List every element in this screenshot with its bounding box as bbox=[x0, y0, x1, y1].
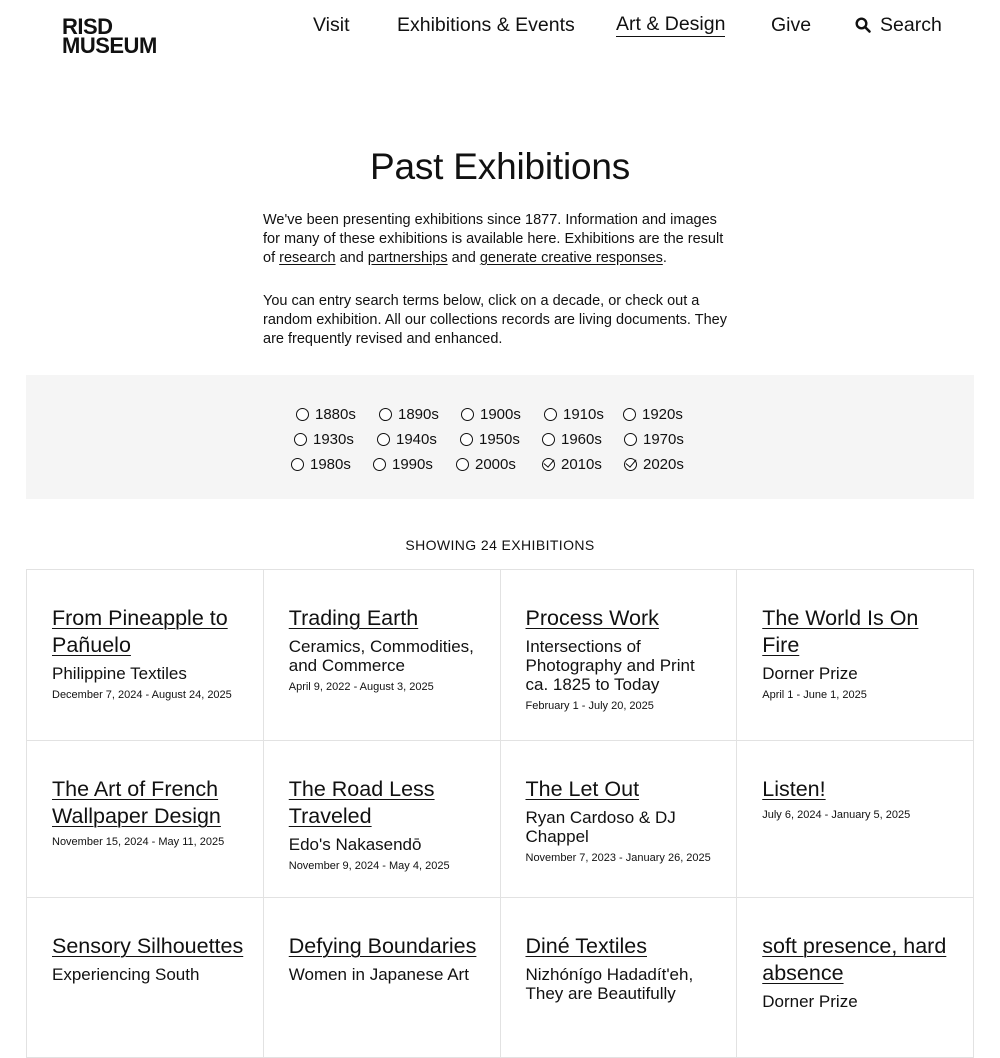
exhibition-title-link[interactable]: Defying Boundaries bbox=[288, 934, 477, 958]
decade-option-1960s[interactable] bbox=[542, 431, 602, 448]
decade-option-1880s[interactable] bbox=[296, 406, 356, 423]
decade-option-2000s[interactable] bbox=[456, 456, 516, 473]
exhibition-row bbox=[27, 570, 974, 741]
page-title: Past Exhibitions bbox=[369, 146, 631, 187]
decade-label: 1970s bbox=[643, 431, 684, 448]
exhibition-row bbox=[27, 741, 974, 898]
decade-label: 2010s bbox=[561, 456, 602, 473]
radio-icon[interactable] bbox=[542, 433, 555, 446]
exhibition-title-link[interactable]: The Art of French Wallpaper Design bbox=[52, 777, 221, 828]
exhibition-subtitle: Edo's Nakasendō bbox=[288, 835, 422, 854]
exhibition-title-link[interactable]: The Let Out bbox=[525, 777, 640, 801]
decade-label: 1940s bbox=[396, 431, 437, 448]
decade-label: 1880s bbox=[315, 406, 356, 423]
results-count: SHOWING 24 EXHIBITIONS bbox=[405, 537, 595, 553]
exhibition-title-wrap bbox=[526, 777, 719, 804]
exhibition-subtitle: Philippine Textiles bbox=[52, 664, 187, 683]
decade-label: 1910s bbox=[563, 406, 604, 423]
exhibition-subtitle: Women in Japanese Art bbox=[288, 965, 469, 984]
decade-option-1940s[interactable] bbox=[377, 431, 437, 448]
exhibition-title-link[interactable]: Sensory Silhouettes bbox=[52, 934, 244, 958]
exhibition-title-wrap bbox=[52, 777, 245, 831]
decade-label: 2020s bbox=[643, 456, 684, 473]
decade-option-1890s[interactable] bbox=[379, 406, 439, 423]
exhibition-subtitle: Intersections of Photography and Print ca. 1825 to Today bbox=[525, 637, 695, 694]
exhibition-title-wrap bbox=[289, 777, 482, 831]
exhibition-card[interactable] bbox=[264, 898, 501, 1058]
radio-icon[interactable] bbox=[291, 458, 304, 471]
radio-icon[interactable] bbox=[294, 433, 307, 446]
exhibition-title-link[interactable]: Listen! bbox=[762, 777, 826, 801]
nav-exhibitions-events[interactable]: Exhibitions & Events bbox=[397, 14, 575, 36]
exhibition-card[interactable] bbox=[27, 570, 264, 741]
decade-label: 2000s bbox=[475, 456, 516, 473]
intro-paragraph-2: You can entry search terms below, click on a decade, or check out a random exhibition. All our collections records are living documents. They are frequently revised and enhanced. bbox=[263, 293, 727, 347]
decade-option-1920s[interactable] bbox=[623, 406, 683, 423]
exhibition-subtitle: Dorner Prize bbox=[762, 992, 858, 1011]
radio-icon[interactable] bbox=[460, 433, 473, 446]
exhibition-card[interactable] bbox=[27, 741, 264, 898]
nav-give[interactable]: Give bbox=[771, 14, 812, 36]
decade-filter bbox=[26, 375, 974, 499]
intro-paragraph-1 bbox=[263, 211, 733, 268]
radio-icon[interactable] bbox=[461, 408, 474, 421]
nav-search-label: Search bbox=[880, 14, 942, 36]
exhibition-dates: April 9, 2022 - August 3, 2025 bbox=[288, 681, 434, 693]
radio-icon[interactable] bbox=[544, 408, 557, 421]
exhibition-title-wrap bbox=[289, 606, 482, 633]
research-link[interactable]: research bbox=[279, 250, 336, 266]
search-icon bbox=[855, 17, 871, 33]
exhibition-card[interactable] bbox=[501, 898, 738, 1058]
decade-option-1900s[interactable] bbox=[461, 406, 521, 423]
exhibition-card[interactable] bbox=[264, 741, 501, 898]
exhibition-card[interactable] bbox=[737, 570, 974, 741]
exhibition-title-link[interactable]: Trading Earth bbox=[288, 606, 419, 630]
exhibition-title-wrap bbox=[526, 606, 719, 633]
radio-icon[interactable] bbox=[373, 458, 386, 471]
exhibition-title-link[interactable]: Diné Textiles bbox=[525, 934, 647, 958]
exhibition-dates: April 1 - June 1, 2025 bbox=[762, 689, 867, 701]
decade-label: 1990s bbox=[392, 456, 433, 473]
exhibition-subtitle: Ceramics, Commodities, and Commerce bbox=[288, 637, 474, 675]
exhibition-title-link[interactable]: soft presence, hard absence bbox=[762, 934, 947, 985]
checked-radio-icon[interactable] bbox=[542, 458, 555, 471]
decade-option-1990s[interactable] bbox=[373, 456, 433, 473]
exhibition-title-wrap bbox=[526, 934, 719, 961]
exhibition-card[interactable] bbox=[501, 570, 738, 741]
intro-and-2: and bbox=[447, 250, 480, 266]
radio-icon[interactable] bbox=[624, 433, 637, 446]
exhibition-title-wrap bbox=[52, 606, 245, 660]
exhibition-card[interactable] bbox=[27, 898, 264, 1058]
radio-icon[interactable] bbox=[377, 433, 390, 446]
exhibition-title-link[interactable]: Process Work bbox=[525, 606, 659, 630]
nav-art-design[interactable]: Art & Design bbox=[616, 13, 726, 35]
decade-label: 1920s bbox=[642, 406, 683, 423]
checked-radio-icon[interactable] bbox=[624, 458, 637, 471]
exhibition-title-link[interactable]: From Pineapple to Pañuelo bbox=[52, 606, 228, 657]
decade-option-1930s[interactable] bbox=[294, 431, 354, 448]
exhibition-subtitle: Nizhónígo Hadadít'eh, They are Beautifully bbox=[525, 965, 694, 1003]
decade-option-1950s[interactable] bbox=[460, 431, 520, 448]
exhibition-dates: February 1 - July 20, 2025 bbox=[525, 700, 654, 712]
exhibition-title-link[interactable]: The Road Less Traveled bbox=[288, 777, 435, 828]
generate-creative-responses-link[interactable]: generate creative responses bbox=[479, 250, 663, 266]
decade-label: 1980s bbox=[310, 456, 351, 473]
radio-icon[interactable] bbox=[379, 408, 392, 421]
exhibition-title-wrap bbox=[762, 777, 955, 804]
nav-search[interactable] bbox=[855, 12, 942, 38]
intro-text: We've been presenting exhibitions since 1877. Information and images for many of these exhibitions is available here. Exhibitions are the result of bbox=[263, 212, 724, 266]
exhibition-subtitle: Experiencing South bbox=[52, 965, 200, 984]
exhibition-title-wrap bbox=[289, 934, 482, 961]
decade-label: 1960s bbox=[561, 431, 602, 448]
exhibition-grid bbox=[26, 569, 974, 1058]
exhibition-card[interactable] bbox=[737, 898, 974, 1058]
partnerships-link[interactable]: partnerships bbox=[367, 250, 448, 266]
exhibition-dates: November 15, 2024 - May 11, 2025 bbox=[52, 836, 225, 848]
logo-line-2: MUSEUM bbox=[62, 33, 157, 58]
radio-icon[interactable] bbox=[296, 408, 309, 421]
exhibition-title-wrap bbox=[762, 934, 955, 988]
decade-label: 1950s bbox=[479, 431, 520, 448]
decade-option-2020s[interactable] bbox=[624, 456, 684, 473]
decade-option-1970s[interactable] bbox=[624, 431, 684, 448]
main-nav bbox=[0, 12, 1000, 42]
decade-label: 1890s bbox=[398, 406, 439, 423]
exhibition-title-wrap bbox=[52, 934, 245, 961]
exhibition-dates: July 6, 2024 - January 5, 2025 bbox=[762, 809, 911, 821]
exhibition-card[interactable] bbox=[264, 570, 501, 741]
exhibition-title-link[interactable]: The World Is On Fire bbox=[762, 606, 919, 657]
exhibition-subtitle: Ryan Cardoso & DJ Chappel bbox=[525, 808, 676, 846]
exhibition-title-wrap bbox=[762, 606, 955, 660]
radio-icon[interactable] bbox=[456, 458, 469, 471]
exhibition-dates: November 7, 2023 - January 26, 2025 bbox=[525, 852, 711, 864]
exhibition-card[interactable] bbox=[501, 741, 738, 898]
radio-icon[interactable] bbox=[623, 408, 636, 421]
decade-option-1910s[interactable] bbox=[544, 406, 604, 423]
decade-label: 1900s bbox=[480, 406, 521, 423]
site-header bbox=[0, 0, 1000, 70]
logo-line-1: RISD bbox=[62, 14, 113, 39]
exhibition-card[interactable] bbox=[737, 741, 974, 898]
exhibition-dates: November 9, 2024 - May 4, 2025 bbox=[288, 860, 450, 872]
intro-period: . bbox=[662, 250, 667, 266]
exhibition-row bbox=[27, 898, 974, 1058]
exhibition-subtitle: Dorner Prize bbox=[762, 664, 858, 683]
nav-visit[interactable]: Visit bbox=[313, 14, 350, 36]
decade-option-1980s[interactable] bbox=[291, 456, 351, 473]
decade-label: 1930s bbox=[313, 431, 354, 448]
decade-option-2010s[interactable] bbox=[542, 456, 602, 473]
intro-and-1: and bbox=[335, 250, 368, 266]
exhibition-dates: December 7, 2024 - August 24, 2025 bbox=[52, 689, 232, 701]
